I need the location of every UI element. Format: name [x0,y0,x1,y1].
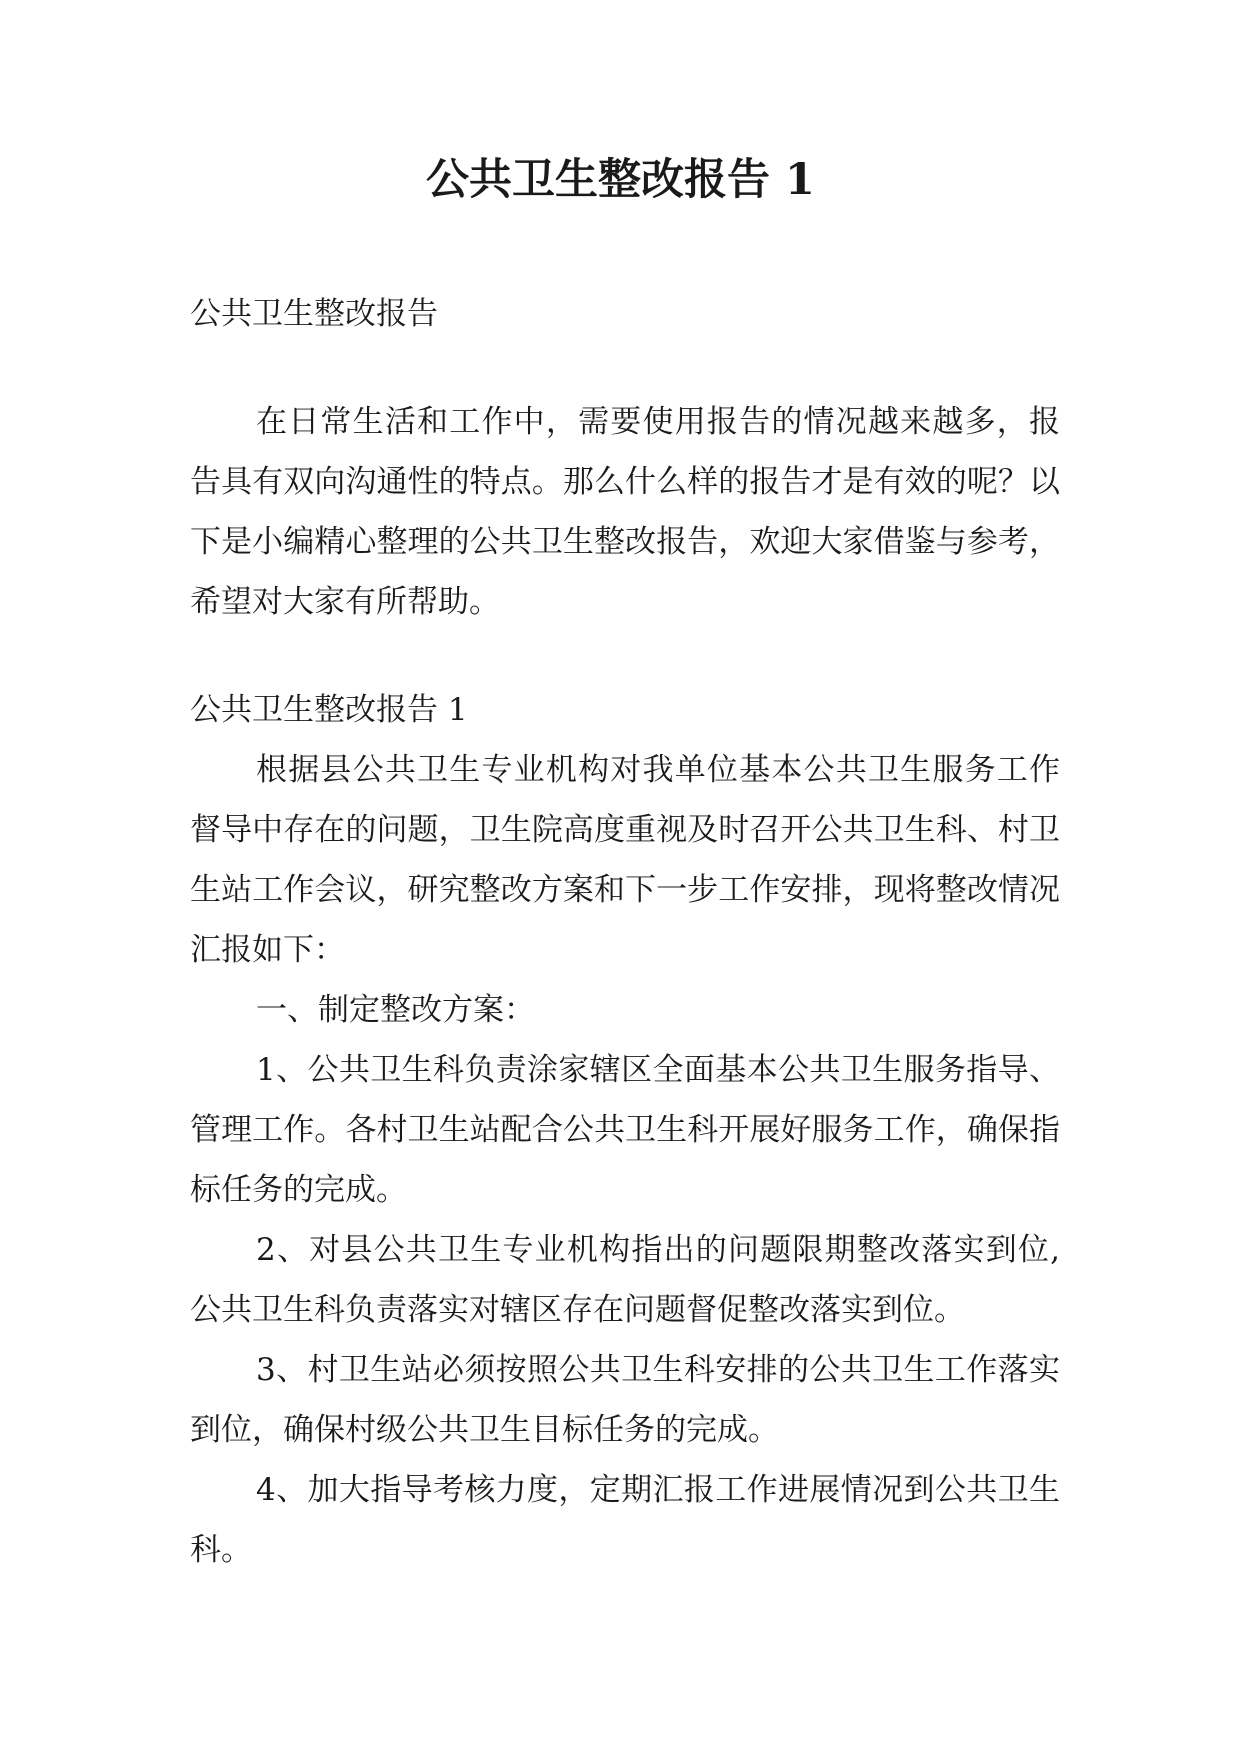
body-paragraph: 3、村卫生站必须按照公共卫生科安排的公共卫生工作落实到位，确保村级公共卫生目标任务的完成。 [190,1352,1060,1448]
body-paragraph: 2、对县公共卫生专业机构指出的问题限期整改落实到位,公共卫生科负责落实对辖区存在问题督促整改落实到位。 [190,1232,1060,1328]
intro-paragraph: 在日常生活和工作中，需要使用报告的情况越来越多，报告具有双向沟通性的特点。那么什么样的报告才是有效的呢？以下是小编精心整理的公共卫生整改报告，欢迎大家借鉴与参考，希望对大家有所帮助。 [190,404,1060,620]
body-paragraph: 1、公共卫生科负责涂家辖区全面基本公共卫生服务指导、管理工作。各村卫生站配合公共卫生科开展好服务工作，确保指标任务的完成。 [190,1052,1060,1208]
document-body [190,284,1060,1580]
section-title: 公共卫生整改报告 1 [190,692,468,728]
body-paragraph: 根据县公共卫生专业机构对我单位基本公共卫生服务工作督导中存在的问题，卫生院高度重视及时召开公共卫生科、村卫生站工作会议，研究整改方案和下一步工作安排，现将整改情况汇报如下： [190,752,1060,968]
body-paragraph: 4、加大指导考核力度，定期汇报工作进展情况到公共卫生科。 [190,1472,1060,1568]
document-title: 公共卫生整改报告 1 [426,155,815,205]
document-subtitle: 公共卫生整改报告 [190,296,438,332]
body-paragraph: 一、制定整改方案： [256,992,535,1028]
